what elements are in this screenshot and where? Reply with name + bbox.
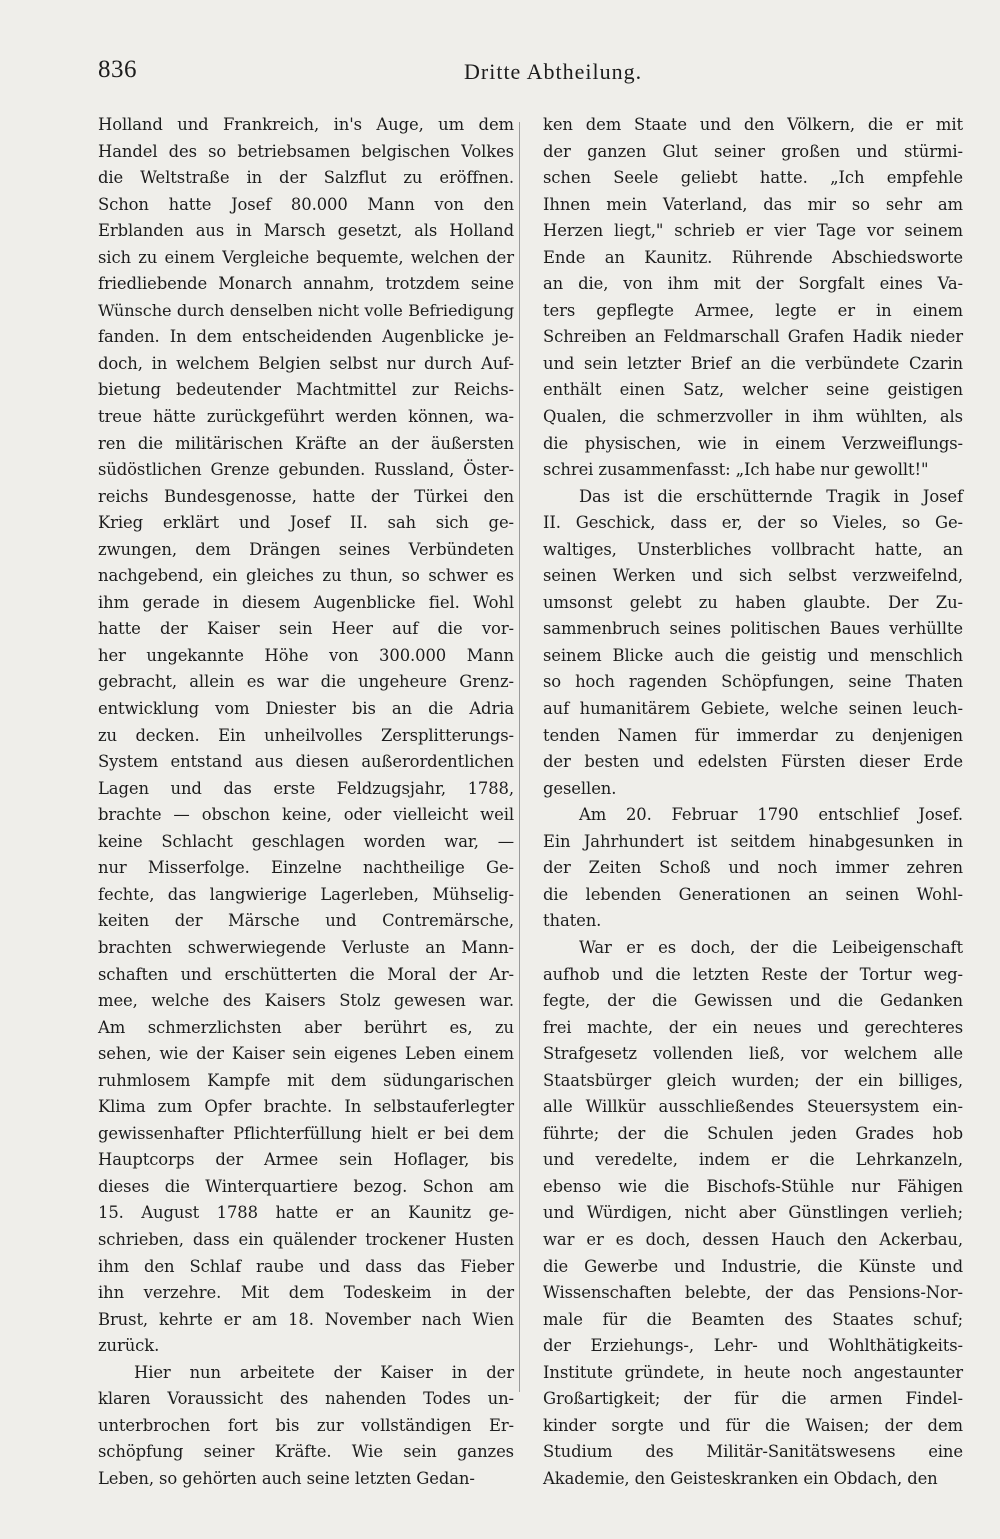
text-line: Holland und Frankreich, in's Auge, um dem xyxy=(98,115,514,134)
text-line: Ihnen mein Vaterland, das mir so sehr am xyxy=(543,194,963,214)
text-line: Qualen, die schmerzvoller in ihm wühlten, als xyxy=(543,407,963,427)
text-line: entwicklung vom Dniester bis an die Adria xyxy=(98,699,514,719)
text-line: klaren Voraussicht des nahenden Todes un- xyxy=(98,1389,514,1409)
text-line: Krieg erklärt und Josef II. sah sich ge- xyxy=(98,513,514,533)
text-line: gesellen. xyxy=(543,778,617,798)
text-line: bietung bedeutender Machtmittel zur Reichs- xyxy=(98,380,514,400)
text-line: Akademie, den Geisteskranken ein Obdach, den xyxy=(543,1468,938,1488)
text-line: so hoch ragenden Schöpfungen, seine Thaten xyxy=(543,672,963,692)
text-line: ihm gerade in diesem Augenblicke fiel. Wohl xyxy=(98,592,514,612)
text-line: Institute gründete, in heute noch angestaunter xyxy=(543,1362,963,1382)
text-line: die lebenden Generationen an seinen Wohl- xyxy=(543,884,963,904)
running-head: Dritte Abtheilung. xyxy=(464,59,643,84)
text-line: Ende an Kaunitz. Rührende Abschiedsworte xyxy=(543,247,963,267)
text-line: tenden Namen für immerdar zu denjenigen xyxy=(543,725,963,745)
text-line: schaften und erschütterten die Moral der Ar- xyxy=(98,964,514,984)
right-text-column xyxy=(543,112,963,1492)
text-line: Lagen und das erste Feldzugsjahr, 1788, xyxy=(98,778,514,798)
text-line: aufhob und die letzten Reste der Tortur weg- xyxy=(543,964,963,984)
text-line: fegte, der die Gewissen und die Gedanken xyxy=(543,991,963,1011)
text-line: War er es doch, der die Leibeigenschaft xyxy=(579,937,963,957)
text-line: ruhmlosem Kampfe mit dem südungarischen xyxy=(98,1070,514,1090)
text-line: male für die Beamten des Staates schuf; xyxy=(543,1309,963,1329)
text-line: Handel des so betriebsamen belgischen Volkes xyxy=(98,141,514,161)
text-line: zu decken. Ein unheilvolles Zersplitterungs- xyxy=(98,725,514,745)
text-line: alle Willkür ausschließendes Steuersystem ein- xyxy=(543,1097,963,1117)
text-line: Studium des Militär-Sanitätswesens eine xyxy=(543,1442,963,1462)
text-line: Schreiben an Feldmarschall Grafen Hadik nieder xyxy=(543,327,963,347)
page-header xyxy=(98,52,928,92)
text-line: ken dem Staate und den Völkern, die er mit xyxy=(543,115,963,134)
text-line: Am 20. Februar 1790 entschlief Josef. xyxy=(579,805,963,825)
text-line: die Weltstraße in der Salzflut zu eröffnen. xyxy=(98,168,514,188)
text-line: umsonst gelebt zu haben glaubte. Der Zu- xyxy=(543,592,963,612)
text-line: friedliebende Monarch annahm, trotzdem seine xyxy=(98,274,514,294)
text-line: und sein letzter Brief an die verbündete Czarin xyxy=(543,353,963,373)
text-line: frei machte, der ein neues und gerechteres xyxy=(543,1017,963,1037)
text-line: thaten. xyxy=(543,911,602,931)
text-line: nur Misserfolge. Einzelne nachtheilige Ge- xyxy=(98,858,514,878)
text-line: Das ist die erschütternde Tragik in Josef xyxy=(579,486,963,506)
text-line: waltiges, Unsterbliches vollbracht hatte, an xyxy=(543,539,963,559)
text-line: der ganzen Glut seiner großen und stürmi- xyxy=(543,141,963,161)
text-line: Hier nun arbeitete der Kaiser in der xyxy=(134,1362,514,1382)
text-line: Hauptcorps der Armee sein Hoflager, bis xyxy=(98,1150,514,1170)
text-line: die Gewerbe und Industrie, die Künste und xyxy=(543,1256,963,1276)
text-line: Wünsche durch denselben nicht volle Befriedigung xyxy=(98,300,514,320)
text-line: zurück. xyxy=(98,1336,160,1356)
text-line: schen Seele geliebt hatte. „Ich empfehle xyxy=(543,168,963,188)
column-divider xyxy=(519,122,520,1392)
text-line: ren die militärischen Kräfte an der äußersten xyxy=(98,433,514,453)
text-line: mee, welche des Kaisers Stolz gewesen war. xyxy=(98,991,514,1011)
page-number: 836 xyxy=(98,56,137,83)
text-line: der Erziehungs-, Lehr- und Wohlthätigkeits- xyxy=(543,1336,963,1356)
text-line: ihm den Schlaf raube und dass das Fieber xyxy=(98,1256,514,1276)
text-line: ters gepflegte Armee, legte er in einem xyxy=(543,300,963,320)
text-line: Herzen liegt," schrieb er vier Tage vor seinem xyxy=(543,221,963,241)
text-line: und Würdigen, nicht aber Günstlingen verlieh; xyxy=(543,1203,963,1223)
text-line: keiten der Märsche und Contremärsche, xyxy=(98,911,514,931)
text-line: seinem Blicke auch die geistig und menschlich xyxy=(543,645,963,665)
text-line: Leben, so gehörten auch seine letzten Gedan- xyxy=(98,1468,475,1488)
text-line: treue hätte zurückgeführt werden können, wa- xyxy=(98,407,514,427)
text-line: dieses die Winterquartiere bezog. Schon am xyxy=(98,1176,514,1196)
text-line: 15. August 1788 hatte er an Kaunitz ge- xyxy=(98,1203,514,1223)
text-line: gewissenhafter Pflichterfüllung hielt er bei dem xyxy=(98,1123,514,1143)
text-line: Erblanden aus in Marsch gesetzt, als Holland xyxy=(98,221,514,241)
text-line: Am schmerzlichsten aber berührt es, zu xyxy=(98,1017,514,1037)
text-line: II. Geschick, dass er, der so Vieles, so Ge- xyxy=(543,513,963,533)
text-line: sehen, wie der Kaiser sein eigenes Leben einem xyxy=(98,1044,514,1064)
text-line: Strafgesetz vollenden ließ, vor welchem alle xyxy=(543,1044,963,1064)
text-line: Staatsbürger gleich wurden; der ein billiges, xyxy=(543,1070,963,1090)
text-line: her ungekannte Höhe von 300.000 Mann xyxy=(98,645,514,665)
text-line: gebracht, allein es war die ungeheure Grenz- xyxy=(98,672,514,692)
text-line: sich zu einem Vergleiche bequemte, welchen der xyxy=(98,247,514,267)
text-line: die physischen, wie in einem Verzweiflungs- xyxy=(543,433,963,453)
text-line: der Zeiten Schoß und noch immer zehren xyxy=(543,858,963,878)
text-line: unterbrochen fort bis zur vollständigen Er- xyxy=(98,1415,514,1435)
text-line: und veredelte, indem er die Lehrkanzeln, xyxy=(543,1150,963,1170)
text-line: schrei zusammenfasst: „Ich habe nur gewollt!" xyxy=(543,460,929,480)
text-line: führte; der die Schulen jeden Grades hob xyxy=(543,1123,963,1143)
text-line: fechte, das langwierige Lagerleben, Mühselig- xyxy=(98,884,514,904)
text-line: Klima zum Opfer brachte. In selbstauferlegter xyxy=(98,1097,514,1117)
text-line: hatte der Kaiser sein Heer auf die vor- xyxy=(98,619,514,639)
text-line: auf humanitärem Gebiete, welche seinen leuch- xyxy=(543,699,963,719)
text-line: ihn verzehre. Mit dem Todeskeim in der xyxy=(98,1283,514,1303)
text-line: doch, in welchem Belgien selbst nur durch Auf- xyxy=(98,353,514,373)
text-line: Brust, kehrte er am 18. November nach Wien xyxy=(98,1309,514,1329)
text-line: der besten und edelsten Fürsten dieser Erde xyxy=(543,752,963,772)
text-line: nachgebend, ein gleiches zu thun, so schwer es xyxy=(98,566,514,586)
text-line: brachten schwerwiegende Verluste an Mann- xyxy=(98,937,514,957)
text-line: zwungen, dem Drängen seines Verbündeten xyxy=(98,539,514,559)
left-text-column xyxy=(98,112,514,1492)
text-line: fanden. In dem entscheidenden Augenblicke je- xyxy=(98,327,514,347)
text-line: enthält einen Satz, welcher seine geistigen xyxy=(543,380,963,400)
text-line: war er es doch, dessen Hauch den Ackerbau, xyxy=(543,1229,963,1249)
text-line: kinder sorgte und für die Waisen; der dem xyxy=(543,1415,963,1435)
text-line: System entstand aus diesen außerordentlichen xyxy=(98,752,514,772)
text-line: schrieben, dass ein quälender trockener Husten xyxy=(98,1229,514,1249)
text-line: südöstlichen Grenze gebunden. Russland, Öster- xyxy=(98,460,514,480)
text-line: an die, von ihm mit der Sorgfalt eines Va- xyxy=(543,274,963,294)
text-line: Schon hatte Josef 80.000 Mann von den xyxy=(98,194,514,214)
text-line: Wissenschaften belebte, der das Pensions-Nor- xyxy=(543,1283,963,1303)
text-line: keine Schlacht geschlagen worden war, — xyxy=(98,831,514,851)
text-line: seinen Werken und sich selbst verzweifelnd, xyxy=(543,566,963,586)
text-line: Ein Jahrhundert ist seitdem hinabgesunken in xyxy=(543,831,963,851)
text-line: schöpfung seiner Kräfte. Wie sein ganzes xyxy=(98,1442,514,1462)
text-line: reichs Bundesgenosse, hatte der Türkei den xyxy=(98,486,514,506)
text-line: Großartigkeit; der für die armen Findel- xyxy=(543,1389,963,1409)
text-line: ebenso wie die Bischofs-Stühle nur Fähigen xyxy=(543,1176,963,1196)
text-line: sammenbruch seines politischen Baues verhüllte xyxy=(543,619,963,639)
text-line: brachte — obschon keine, oder vielleicht weil xyxy=(98,805,514,825)
